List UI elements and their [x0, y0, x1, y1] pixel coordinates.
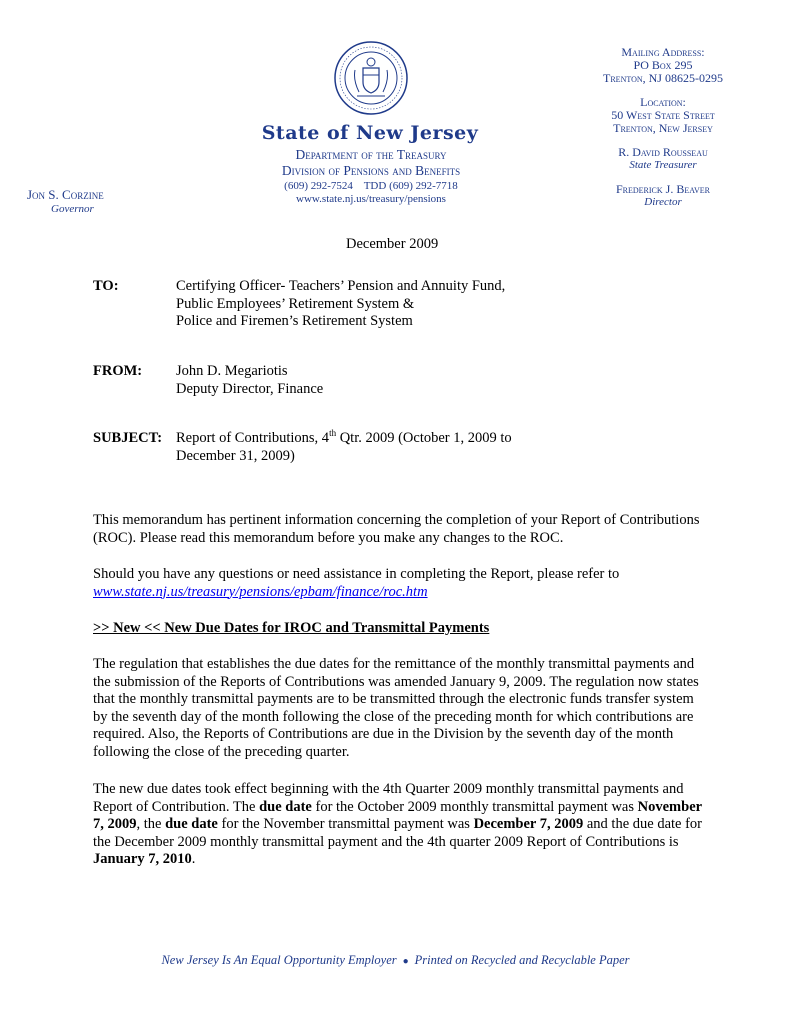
to-line: Police and Firemen’s Retirement System: [176, 313, 413, 329]
footer: [0, 953, 791, 968]
department-name: Department of the Treasury: [295, 147, 447, 162]
subject-label: SUBJECT:: [93, 430, 163, 446]
to-line: Certifying Officer- Teachers’ Pension and Annuity Fund,: [176, 278, 506, 294]
to-label: TO:: [93, 278, 119, 294]
to-recipients: [176, 278, 596, 331]
subject-part: Report of Contributions, 4: [176, 430, 330, 446]
bold-run: November 7, 2009: [93, 798, 702, 832]
assistance-paragraph: [93, 566, 703, 601]
roc-link[interactable]: www.state.nj.us/treasury/pensions/epbam/finance/roc.htm: [93, 583, 428, 600]
location-city: Trenton, New Jersey: [613, 121, 713, 135]
contact-info: [200, 180, 542, 206]
website-url: www.state.nj.us/treasury/pensions: [296, 193, 446, 205]
division-name: Division of Pensions and Benefits: [281, 163, 461, 178]
intro-paragraph: This memorandum has pertinent information concerning the completion of your Report of Contributions (ROC). Please read this memorandum before you make any changes to the ROC.: [93, 512, 700, 546]
mailing-address-label: Mailing Address:: [621, 45, 705, 59]
state-name: State of New Jersey: [261, 122, 479, 144]
bold-run: January 7, 2010: [93, 851, 192, 867]
location-street: 50 West State Street: [611, 108, 715, 122]
footer-eeo: New Jersey Is An Equal Opportunity Employer: [161, 953, 397, 967]
bold-run: due date: [165, 816, 218, 832]
location-label: Location:: [640, 95, 686, 109]
subject-part: Qtr. 2009 (October 1, 2009 to: [336, 430, 512, 446]
from-line: Deputy Director, Finance: [176, 380, 324, 397]
bold-run: December 7, 2009: [473, 816, 584, 832]
text-run: and the due date for the December 2009 monthly transmittal payment and the 4th quarter 2009 Report of Contributions is: [93, 816, 703, 850]
director-name: Frederick J. Beaver: [616, 182, 710, 196]
department-header: [200, 147, 542, 179]
from-label: FROM:: [93, 363, 143, 379]
text-run: for the November transmittal payment was: [217, 816, 474, 832]
governor-title: Governor: [51, 203, 94, 215]
assistance-text: Should you have any questions or need assistance in completing the Report, please refer to: [93, 566, 620, 582]
governor-block: [27, 188, 147, 216]
bold-run: due date: [259, 798, 312, 815]
phone-numbers: (609) 292-7524 TDD (609) 292-7718: [284, 180, 458, 192]
director-title: Director: [644, 196, 682, 208]
address-block: [578, 46, 748, 209]
text-run: The new due dates took effect beginning with the 4th Quarter 2009 monthly transmittal payments and Report of Contribution. The: [93, 781, 684, 815]
to-line: Public Employees’ Retirement System &: [176, 295, 415, 312]
text-run: for the October 2009 monthly transmittal payment was: [311, 798, 638, 815]
bullet-icon: ●: [402, 956, 409, 967]
treasurer-title: State Treasurer: [629, 159, 697, 171]
subject-line-1: [176, 430, 596, 448]
regulation-paragraph: The regulation that establishes the due dates for the remittance of the monthly transmittal payments and the submission of the Reports of Contributions was amended January 9, 2009. The regulation now states that the monthly transmittal payments are to be transmitted through the electronic funds transfer system by the seventh day of the month following the close of the preceding month for which contributions are required. Also, the Reports of Contributions are due in the Division by the seventh day of the month following the close of the preceding quarter.: [93, 656, 699, 760]
subject-text: [176, 430, 596, 465]
po-box: PO Box 295: [633, 58, 693, 72]
subject-line-2: December 31, 2009): [176, 447, 295, 464]
mailing-city: Trenton, NJ 08625-0295: [603, 71, 723, 85]
from-sender: [176, 363, 596, 398]
subject-superscript: th: [329, 428, 337, 439]
governor-name: Jon S. Corzine: [27, 187, 104, 202]
treasurer-name: R. David Rousseau: [618, 145, 708, 159]
section-heading: >> New << New Due Dates for IROC and Transmittal Payments: [93, 620, 490, 636]
state-seal-logo: [333, 40, 409, 116]
footer-recycled: Printed on Recycled and Recyclable Paper: [414, 953, 630, 967]
text-run: , the: [136, 816, 166, 832]
memo-date: December 2009: [346, 236, 439, 252]
from-line: John D. Megariotis: [176, 363, 288, 379]
text-run: .: [191, 851, 196, 867]
due-dates-paragraph: [93, 781, 703, 869]
